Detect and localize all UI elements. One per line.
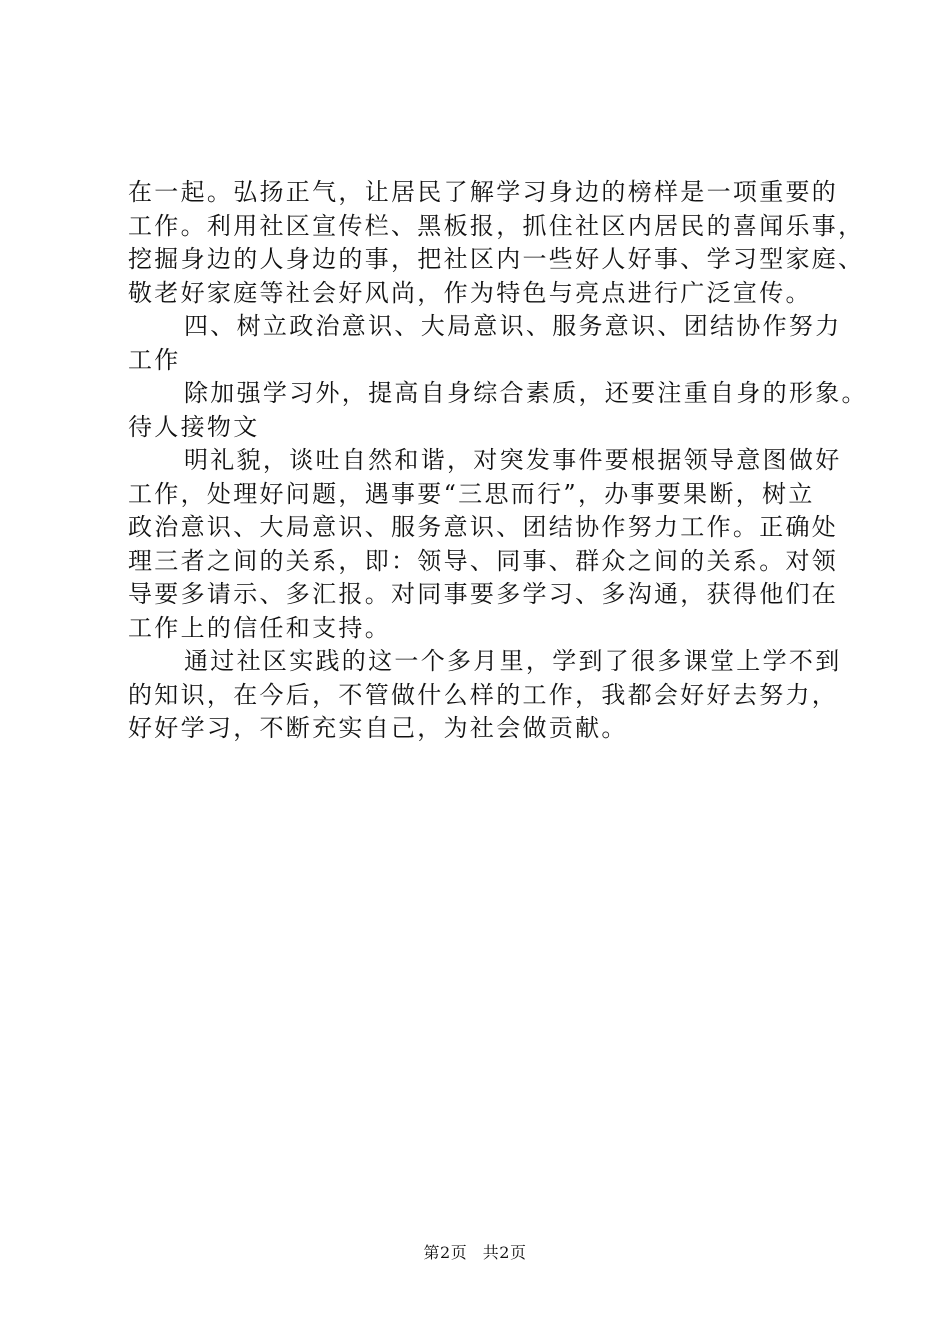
text-line: 待人接物文 bbox=[128, 412, 260, 441]
text-line: 除加强学习外，提高自身综合素质，还要注重自身的形象。 bbox=[184, 379, 868, 407]
text-line: 敬老好家庭等社会好风尚，作为特色与亮点进行广泛宣传。 bbox=[128, 278, 812, 307]
page-number: 第2页 bbox=[423, 1243, 468, 1262]
text-line: 在一起。弘扬正气，让居民了解学习身边的榜样是一项重要的 bbox=[128, 178, 839, 206]
text-line: 政治意识、大局意识、服务意识、团结协作努力工作。正确处 bbox=[128, 513, 839, 541]
page-footer bbox=[0, 1243, 950, 1263]
text-line: 的知识，在今后，不管做什么样的工作，我都会好好去努力， bbox=[128, 680, 839, 709]
text-line: 明礼貌，谈吐自然和谐，对突发事件要根据领导意图做好 bbox=[184, 446, 842, 474]
document-body bbox=[128, 176, 868, 746]
page-total: 共2页 bbox=[482, 1243, 527, 1262]
text-line: 导要多请示、多汇报。对同事要多学习、多沟通，获得他们在 bbox=[128, 580, 839, 608]
section-heading-line: 四、树立政治意识、大局意识、服务意识、团结协作努力 bbox=[184, 312, 842, 340]
text-line: 工作，处理好问题，遇事要“三思而行”，办事要果断，树立 bbox=[128, 479, 815, 508]
text-line: 工作。利用社区宣传栏、黑板报，抓住社区内居民的喜闻乐事， bbox=[128, 211, 865, 240]
text-line: 好好学习，不断充实自己，为社会做贡献。 bbox=[128, 714, 628, 742]
text-line: 通过社区实践的这一个多月里，学到了很多课堂上学不到 bbox=[184, 647, 842, 675]
section-heading-line: 工作 bbox=[128, 345, 181, 374]
text-line: 工作上的信任和支持。 bbox=[128, 613, 391, 642]
text-line: 理三者之间的关系，即：领导、同事、群众之间的关系。对领 bbox=[128, 546, 839, 575]
text-line: 挖掘身边的人身边的事，把社区内一些好人好事、学习型家庭、 bbox=[128, 245, 865, 273]
